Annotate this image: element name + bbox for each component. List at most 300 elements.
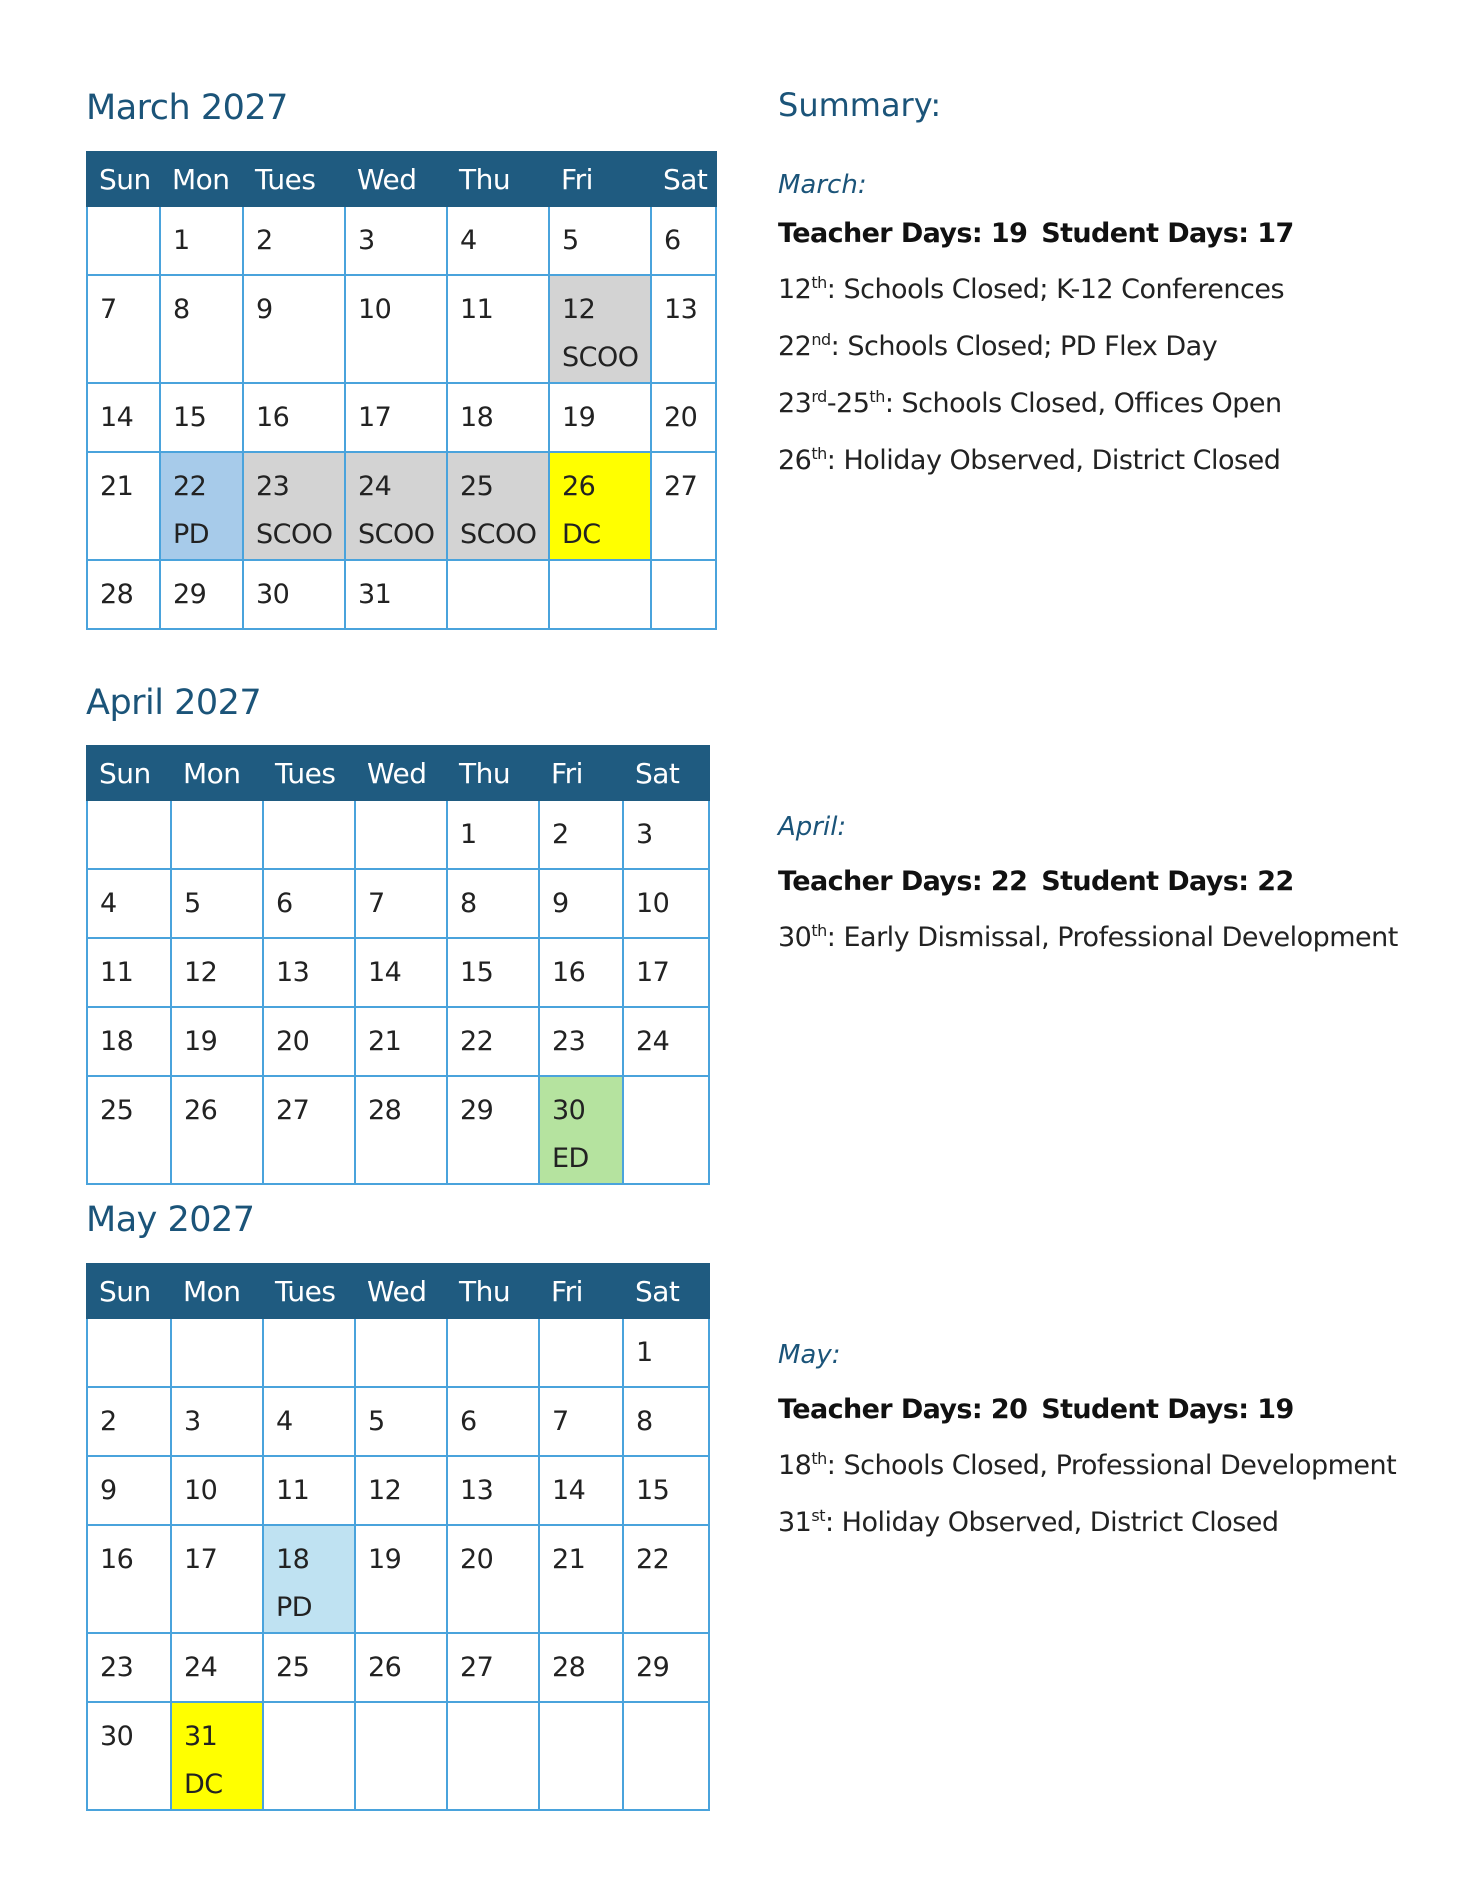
week-row xyxy=(87,938,709,1007)
weekday-header-fri: Fri xyxy=(549,152,651,206)
weekday-header-row xyxy=(87,152,716,206)
event-code: SCOO xyxy=(460,519,537,550)
weekday-header-sat: Sat xyxy=(651,152,716,206)
day-cell xyxy=(87,869,171,938)
summary-note xyxy=(778,1434,1396,1491)
day-cell xyxy=(623,869,709,938)
teacher-days: Teacher Days: 19 xyxy=(778,218,1028,249)
day-number: 20 xyxy=(664,402,698,433)
day-cell xyxy=(263,1633,355,1702)
day-number: 17 xyxy=(636,957,670,988)
weekday-header-mon: Mon xyxy=(160,152,243,206)
day-cell xyxy=(539,1525,623,1633)
summary-month-label: May: xyxy=(778,1340,841,1370)
weekday-header-tues: Tues xyxy=(243,152,345,206)
day-number: 13 xyxy=(276,957,310,988)
note-date: 22 xyxy=(778,331,812,362)
event-code: ED xyxy=(552,1143,589,1174)
day-cell xyxy=(87,1076,171,1184)
day-cell xyxy=(447,1633,539,1702)
day-number: 14 xyxy=(100,402,134,433)
teacher-days: Teacher Days: 20 xyxy=(778,1394,1028,1425)
weekday-header-wed: Wed xyxy=(355,1264,447,1318)
day-cell xyxy=(87,1007,171,1076)
week-row xyxy=(87,1076,709,1184)
calendar-march xyxy=(86,151,717,630)
day-cell xyxy=(623,800,709,869)
student-days: Student Days: 17 xyxy=(1041,218,1294,249)
empty-cell xyxy=(355,1702,447,1810)
day-cell xyxy=(160,275,243,383)
empty-cell xyxy=(263,1702,355,1810)
day-cell xyxy=(243,206,345,275)
day-number: 19 xyxy=(184,1026,218,1057)
empty-cell xyxy=(539,1702,623,1810)
day-number: 12 xyxy=(562,294,596,325)
day-number: 4 xyxy=(460,225,477,256)
day-number: 5 xyxy=(562,225,579,256)
day-cell xyxy=(263,1456,355,1525)
note-date: 26 xyxy=(778,445,812,476)
note-text: : Schools Closed, Professional Development xyxy=(826,1450,1397,1481)
day-number: 12 xyxy=(368,1475,402,1506)
event-code: DC xyxy=(562,519,601,550)
day-cell xyxy=(171,1702,263,1810)
empty-cell xyxy=(447,1318,539,1387)
weekday-header-row xyxy=(87,1264,709,1318)
event-code: PD xyxy=(173,519,210,550)
day-number: 8 xyxy=(460,888,477,919)
empty-cell xyxy=(171,1318,263,1387)
day-number: 21 xyxy=(100,471,134,502)
note-date: 23 xyxy=(778,388,812,419)
day-number: 1 xyxy=(173,225,190,256)
day-number: 10 xyxy=(636,888,670,919)
weekday-header-sun: Sun xyxy=(87,1264,171,1318)
weekday-header-fri: Fri xyxy=(539,746,623,800)
day-number: 9 xyxy=(256,294,273,325)
day-cell xyxy=(345,275,447,383)
empty-cell xyxy=(263,1318,355,1387)
day-cell xyxy=(539,1387,623,1456)
day-cell xyxy=(539,938,623,1007)
note-date-suffix: rd xyxy=(811,387,827,406)
day-cell xyxy=(623,1525,709,1633)
day-cell xyxy=(171,1076,263,1184)
empty-cell xyxy=(171,800,263,869)
day-cell xyxy=(171,1525,263,1633)
day-number: 22 xyxy=(460,1026,494,1057)
day-number: 9 xyxy=(552,888,569,919)
day-cell xyxy=(87,383,160,452)
day-cell xyxy=(539,1633,623,1702)
summary-march xyxy=(778,170,1294,486)
day-number: 6 xyxy=(460,1406,477,1437)
note-date-suffix: st xyxy=(811,1506,825,1525)
day-cell xyxy=(263,1076,355,1184)
day-number: 26 xyxy=(368,1652,402,1683)
day-cell xyxy=(539,800,623,869)
day-number: 15 xyxy=(173,402,207,433)
day-number: 12 xyxy=(184,957,218,988)
empty-cell xyxy=(87,800,171,869)
day-number: 14 xyxy=(552,1475,586,1506)
day-cell xyxy=(539,869,623,938)
day-number: 21 xyxy=(552,1544,586,1575)
day-cell xyxy=(87,1633,171,1702)
day-number: 11 xyxy=(100,957,134,988)
day-number: 23 xyxy=(100,1652,134,1683)
note-date: 30 xyxy=(778,922,812,953)
day-number: 15 xyxy=(636,1475,670,1506)
day-cell xyxy=(171,1007,263,1076)
calendar-title-may: May 2027 xyxy=(86,1200,255,1240)
day-cell xyxy=(539,1007,623,1076)
day-cell xyxy=(160,206,243,275)
day-cell xyxy=(355,869,447,938)
note-date-end-suffix: th xyxy=(869,387,885,406)
week-row xyxy=(87,1456,709,1525)
day-number: 8 xyxy=(636,1406,653,1437)
day-cell xyxy=(263,869,355,938)
day-number: 9 xyxy=(100,1475,117,1506)
day-cell xyxy=(171,1387,263,1456)
day-number: 22 xyxy=(173,471,207,502)
day-cell xyxy=(355,1076,447,1184)
day-number: 18 xyxy=(460,402,494,433)
weekday-header-sun: Sun xyxy=(87,152,160,206)
day-number: 25 xyxy=(276,1652,310,1683)
empty-cell xyxy=(651,560,716,629)
day-cell xyxy=(549,206,651,275)
day-number: 13 xyxy=(664,294,698,325)
day-number: 18 xyxy=(100,1026,134,1057)
day-number: 13 xyxy=(460,1475,494,1506)
empty-cell xyxy=(447,560,549,629)
empty-cell xyxy=(623,1076,709,1184)
day-cell xyxy=(243,275,345,383)
day-number: 28 xyxy=(368,1095,402,1126)
day-cell xyxy=(243,383,345,452)
day-number: 25 xyxy=(460,471,494,502)
week-row xyxy=(87,1007,709,1076)
day-number: 5 xyxy=(368,1406,385,1437)
day-number: 4 xyxy=(100,888,117,919)
day-number: 23 xyxy=(256,471,290,502)
calendar-title-march: March 2027 xyxy=(86,88,288,128)
day-cell xyxy=(87,452,160,560)
day-cell xyxy=(447,206,549,275)
day-number: 20 xyxy=(276,1026,310,1057)
day-number: 7 xyxy=(552,1406,569,1437)
day-cell xyxy=(447,869,539,938)
day-cell xyxy=(345,383,447,452)
summary-note xyxy=(778,372,1294,429)
day-cell xyxy=(263,1387,355,1456)
week-row xyxy=(87,383,716,452)
day-cell xyxy=(447,800,539,869)
day-cell xyxy=(87,1456,171,1525)
day-cell xyxy=(87,1387,171,1456)
day-cell xyxy=(623,1007,709,1076)
note-text: : Schools Closed, Offices Open xyxy=(884,388,1282,419)
day-number: 27 xyxy=(460,1652,494,1683)
day-number: 1 xyxy=(460,819,477,850)
event-code: PD xyxy=(276,1592,313,1623)
empty-cell xyxy=(87,206,160,275)
note-date: 31 xyxy=(778,1507,812,1538)
event-code: SCOO xyxy=(256,519,333,550)
day-cell xyxy=(447,1387,539,1456)
day-cell xyxy=(447,383,549,452)
day-cell xyxy=(355,1633,447,1702)
day-number: 21 xyxy=(368,1026,402,1057)
week-row xyxy=(87,275,716,383)
day-cell xyxy=(651,275,716,383)
day-number: 19 xyxy=(368,1544,402,1575)
summary-april xyxy=(778,812,1398,963)
note-date-suffix: th xyxy=(811,1449,827,1468)
day-number: 7 xyxy=(368,888,385,919)
day-cell xyxy=(355,938,447,1007)
day-number: 14 xyxy=(368,957,402,988)
weekday-header-wed: Wed xyxy=(345,152,447,206)
day-cell xyxy=(355,1456,447,1525)
day-cell xyxy=(651,206,716,275)
day-cell xyxy=(355,1387,447,1456)
day-cell xyxy=(345,206,447,275)
day-number: 23 xyxy=(552,1026,586,1057)
day-cell xyxy=(623,938,709,1007)
summary-month-label: April: xyxy=(778,812,847,842)
day-number: 16 xyxy=(256,402,290,433)
day-number: 6 xyxy=(276,888,293,919)
day-number: 11 xyxy=(460,294,494,325)
day-number: 26 xyxy=(562,471,596,502)
day-cell xyxy=(355,1007,447,1076)
note-date-suffix: th xyxy=(811,921,827,940)
day-number: 2 xyxy=(100,1406,117,1437)
day-number: 31 xyxy=(184,1721,218,1752)
day-number: 29 xyxy=(636,1652,670,1683)
weekday-header-thu: Thu xyxy=(447,1264,539,1318)
event-code: SCOO xyxy=(562,342,639,373)
day-cell xyxy=(87,1702,171,1810)
weekday-header-fri: Fri xyxy=(539,1264,623,1318)
day-cell xyxy=(651,383,716,452)
day-cell xyxy=(263,1007,355,1076)
empty-cell xyxy=(447,1702,539,1810)
day-cell xyxy=(160,560,243,629)
calendar-may xyxy=(86,1263,710,1811)
weekday-header-thu: Thu xyxy=(447,152,549,206)
day-cell xyxy=(160,383,243,452)
day-number: 17 xyxy=(358,402,392,433)
student-days: Student Days: 22 xyxy=(1041,866,1294,897)
day-number: 8 xyxy=(173,294,190,325)
summary-note xyxy=(778,258,1294,315)
day-number: 3 xyxy=(358,225,375,256)
day-cell xyxy=(87,275,160,383)
empty-cell xyxy=(355,1318,447,1387)
week-row xyxy=(87,560,716,629)
day-cell xyxy=(447,1076,539,1184)
week-row xyxy=(87,800,709,869)
summary-notes xyxy=(778,906,1398,963)
day-cell xyxy=(549,275,651,383)
day-number: 16 xyxy=(552,957,586,988)
day-cell xyxy=(87,1525,171,1633)
day-number: 4 xyxy=(276,1406,293,1437)
day-cell xyxy=(243,560,345,629)
day-cell xyxy=(345,560,447,629)
weekday-header-sat: Sat xyxy=(623,1264,709,1318)
summary-day-counts xyxy=(778,858,1398,906)
weekday-header-row xyxy=(87,746,709,800)
summary-note xyxy=(778,1491,1396,1548)
summary-day-counts xyxy=(778,1386,1396,1434)
weekday-header-sat: Sat xyxy=(623,746,709,800)
day-number: 28 xyxy=(100,579,134,610)
day-number: 1 xyxy=(636,1337,653,1368)
day-cell xyxy=(171,938,263,1007)
note-text: : Schools Closed; PD Flex Day xyxy=(830,331,1218,362)
day-number: 17 xyxy=(184,1544,218,1575)
day-number: 30 xyxy=(256,579,290,610)
day-cell xyxy=(447,1456,539,1525)
weekday-header-wed: Wed xyxy=(355,746,447,800)
week-row xyxy=(87,1387,709,1456)
summary-note xyxy=(778,315,1294,372)
week-row xyxy=(87,1318,709,1387)
day-cell xyxy=(447,1525,539,1633)
day-cell xyxy=(355,1525,447,1633)
note-date: 18 xyxy=(778,1450,812,1481)
day-cell xyxy=(345,452,447,560)
day-cell xyxy=(447,1007,539,1076)
week-row xyxy=(87,1525,709,1633)
event-code: DC xyxy=(184,1769,223,1800)
note-text: : Holiday Observed, District Closed xyxy=(824,1507,1279,1538)
day-cell xyxy=(549,452,651,560)
note-date: 12 xyxy=(778,274,812,305)
empty-cell xyxy=(623,1702,709,1810)
day-cell xyxy=(160,452,243,560)
day-number: 3 xyxy=(636,819,653,850)
week-row xyxy=(87,206,716,275)
student-days: Student Days: 19 xyxy=(1041,1394,1294,1425)
day-cell xyxy=(651,452,716,560)
weekday-header-tues: Tues xyxy=(263,746,355,800)
calendar-title-april: April 2027 xyxy=(86,683,262,723)
day-number: 20 xyxy=(460,1544,494,1575)
note-text: : Holiday Observed, District Closed xyxy=(826,445,1281,476)
day-number: 2 xyxy=(256,225,273,256)
day-number: 30 xyxy=(100,1721,134,1752)
summary-title: Summary: xyxy=(778,86,942,124)
day-cell xyxy=(87,560,160,629)
event-code: SCOO xyxy=(358,519,435,550)
note-text: : Early Dismissal, Professional Development xyxy=(826,922,1398,953)
day-number: 19 xyxy=(562,402,596,433)
week-row xyxy=(87,452,716,560)
day-cell xyxy=(87,938,171,1007)
day-number: 29 xyxy=(460,1095,494,1126)
week-row xyxy=(87,869,709,938)
day-number: 27 xyxy=(276,1095,310,1126)
note-date-suffix: th xyxy=(811,444,827,463)
day-cell xyxy=(549,383,651,452)
teacher-days: Teacher Days: 22 xyxy=(778,866,1028,897)
day-number: 2 xyxy=(552,819,569,850)
summary-notes xyxy=(778,1434,1396,1548)
day-cell xyxy=(623,1318,709,1387)
day-cell xyxy=(539,1076,623,1184)
summary-may xyxy=(778,1340,1396,1548)
empty-cell xyxy=(539,1318,623,1387)
summary-day-counts xyxy=(778,210,1294,258)
day-number: 24 xyxy=(636,1026,670,1057)
day-number: 30 xyxy=(552,1095,586,1126)
week-row xyxy=(87,1633,709,1702)
day-number: 26 xyxy=(184,1095,218,1126)
day-number: 15 xyxy=(460,957,494,988)
day-number: 22 xyxy=(636,1544,670,1575)
day-number: 6 xyxy=(664,225,681,256)
weekday-header-tues: Tues xyxy=(263,1264,355,1318)
day-number: 28 xyxy=(552,1652,586,1683)
day-number: 11 xyxy=(276,1475,310,1506)
day-number: 18 xyxy=(276,1544,310,1575)
weekday-header-mon: Mon xyxy=(171,746,263,800)
note-date-suffix: th xyxy=(811,273,827,292)
day-number: 3 xyxy=(184,1406,201,1437)
summary-notes xyxy=(778,258,1294,486)
weekday-header-sun: Sun xyxy=(87,746,171,800)
day-cell xyxy=(447,275,549,383)
day-cell xyxy=(263,938,355,1007)
summary-note xyxy=(778,429,1294,486)
day-number: 7 xyxy=(100,294,117,325)
empty-cell xyxy=(87,1318,171,1387)
day-cell xyxy=(623,1633,709,1702)
day-cell xyxy=(171,1633,263,1702)
empty-cell xyxy=(549,560,651,629)
day-number: 25 xyxy=(100,1095,134,1126)
day-number: 24 xyxy=(358,471,392,502)
week-row xyxy=(87,1702,709,1810)
calendar-april xyxy=(86,745,710,1185)
day-number: 29 xyxy=(173,579,207,610)
day-cell xyxy=(171,869,263,938)
day-number: 27 xyxy=(664,471,698,502)
day-number: 10 xyxy=(184,1475,218,1506)
note-date-end: -25 xyxy=(826,388,870,419)
empty-cell xyxy=(263,800,355,869)
day-number: 5 xyxy=(184,888,201,919)
day-cell xyxy=(623,1456,709,1525)
day-cell xyxy=(263,1525,355,1633)
note-text: : Schools Closed; K-12 Conferences xyxy=(826,274,1285,305)
day-number: 10 xyxy=(358,294,392,325)
day-cell xyxy=(539,1456,623,1525)
day-number: 16 xyxy=(100,1544,134,1575)
summary-note xyxy=(778,906,1398,963)
note-date-suffix: nd xyxy=(811,330,831,349)
day-cell xyxy=(171,1456,263,1525)
day-cell xyxy=(623,1387,709,1456)
day-number: 24 xyxy=(184,1652,218,1683)
